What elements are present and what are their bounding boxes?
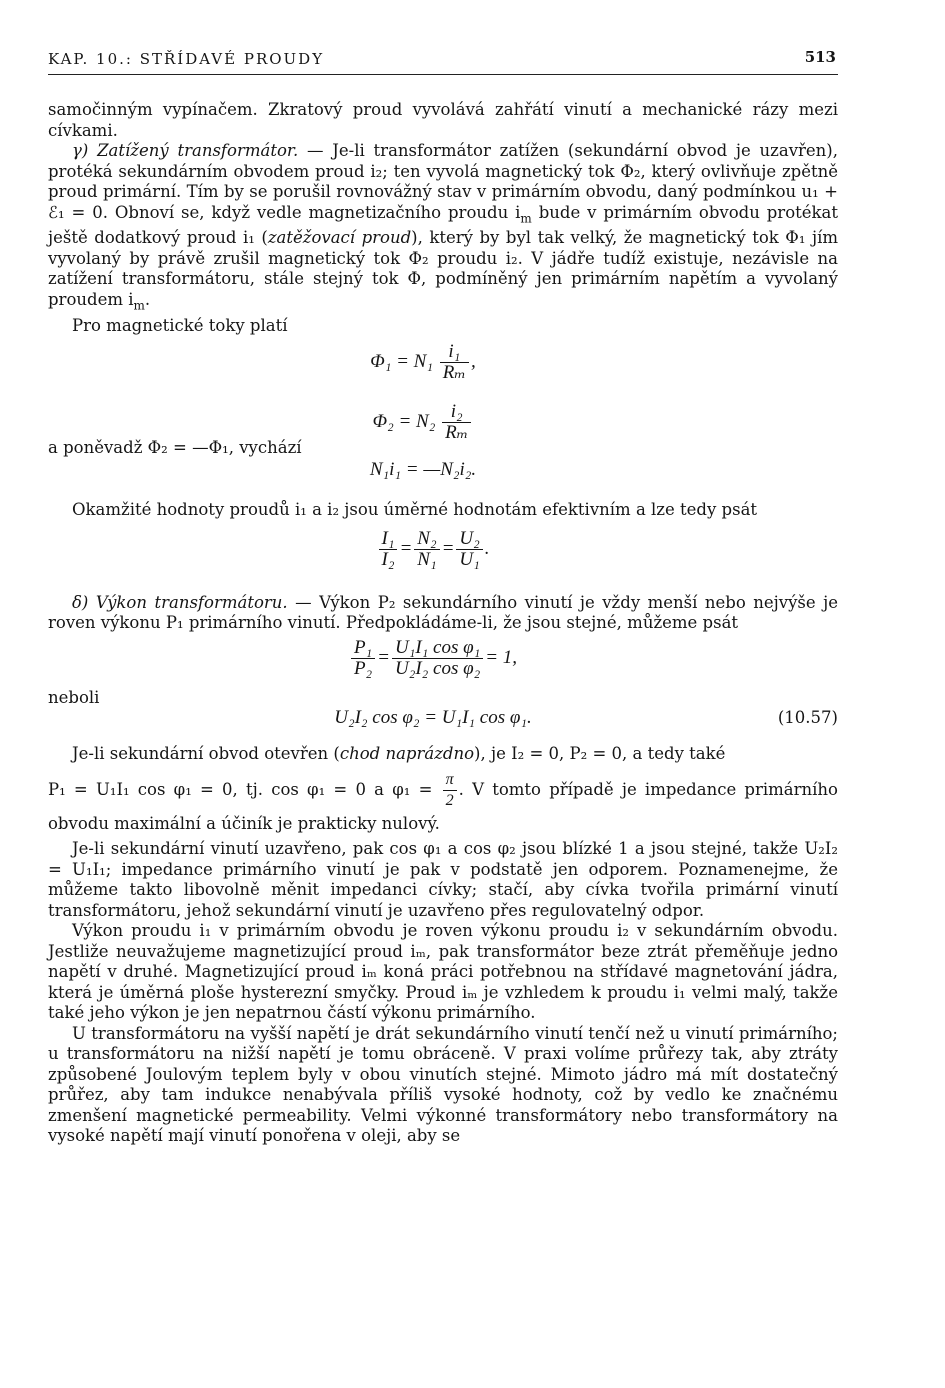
numerator: i₂ (450, 401, 463, 423)
paragraph-lead-text: neboli (48, 687, 100, 707)
equation-lhs: Φ₁ = N₁ (370, 350, 433, 372)
numerator: U₂ (459, 527, 480, 549)
paragraph-lead-text: a poněvadž Φ₂ = —Φ₁, vychází (48, 438, 302, 458)
paragraph-text: bude v primárním obvodu protékat ještě dodatkový proud i₁ ( (48, 202, 838, 248)
fraction (440, 342, 469, 383)
subscript: m (133, 298, 145, 313)
denominator: N₁ (414, 549, 439, 570)
paragraph-intro: samočinným vypínačem. Zkratový proud vyvolává zahřátí vinutí a mechanické rázy mezi cívkami. (48, 100, 838, 140)
equation-ni-row (48, 438, 838, 490)
running-header (48, 48, 838, 75)
denominator: U₁ (456, 549, 482, 570)
equals-sign: = (441, 537, 455, 559)
section-label-delta: δ) Výkon transformátoru. (72, 592, 288, 612)
paragraph-text: Je-li sekundární obvod otevřen ( (72, 743, 340, 763)
fraction-ui (392, 638, 483, 679)
fraction-u (456, 529, 482, 570)
fraction-pi-half (443, 770, 457, 811)
equation-power-ratio (48, 638, 838, 694)
equation-ni: N₁i₁ = —N₂i₂. (369, 459, 477, 481)
paragraph-text: . V tomto případě je impedance primárního obvodu maximální a účiník je prakticky nulový. (48, 780, 838, 834)
denominator: 2 (443, 790, 457, 811)
denominator: I₂ (379, 549, 398, 570)
numerator: i₁ (448, 341, 461, 363)
page-number: 513 (804, 48, 836, 66)
equation-tail: = 1, (485, 646, 518, 668)
numerator: U₁I₁ cos φ₁ (395, 636, 481, 658)
equation-lhs: Φ₂ = N₂ (372, 410, 436, 432)
equals-sign: = (399, 537, 413, 559)
paragraph-open-circuit-cont (48, 770, 838, 837)
fraction (442, 402, 471, 443)
paragraph-power-balance: Výkon proudu i₁ v primárním obvodu je roven výkonu proudu i₂ v sekundárním obvodu. Jestliže neuvažujeme magnetizující proud iₘ, pak transformátor beze ztrát přeměňuje jedno napětí v druhé. Magnetizující proud iₘ koná práci potřebnou na střídavé magnetování jádra, která je úměrná ploše hysterezní smyčky. Proud iₘ je vzhledem k proudu i₁ velmi malý, takže také jeho výkon je jen nepatrnou částí výkonu primárního. (48, 921, 838, 1023)
denominator: Rₘ (442, 422, 471, 443)
paragraph-text: ), je I₂ = 0, P₂ = 0, a tedy také (474, 743, 726, 763)
equation-ratio (48, 529, 838, 585)
numerator: I₁ (381, 527, 395, 549)
running-title: KAP. 10.: STŘÍDAVÉ PROUDY (48, 50, 325, 68)
fraction-p (351, 638, 375, 679)
paragraph-text: P₁ = U₁I₁ cos φ₁ = 0, tj. cos φ₁ = 0 a φ₁ = (48, 780, 433, 800)
page-body (48, 100, 838, 1147)
paragraph-loaded-transformer (48, 141, 838, 316)
equation-number: (10.57) (777, 707, 838, 727)
equation-punct: , (470, 350, 476, 372)
numerator: P₁ (353, 636, 373, 658)
paragraph-text: — Je-li transformátor zatížen (sekundární obvod je uzavřen), protéká sekundárním obvodem proud i₂; ten vyvolá magnetický tok Φ₂, který ovlivňuje zpětně proud primární. Tím by se porušil rovnovážný stav v primárním obvodu, daný podmínkou u₁ + ℰ₁ = 0. Obnoví se, když vedle magnetizačního proudu i (48, 141, 838, 222)
paragraph-text: — Výkon P₂ sekundárního vinutí je vždy menší nebo nejvýše je roven výkonu P₁ primárního vinutí. Předpokládáme-li, že jsou stejné, můžeme psát (48, 592, 838, 633)
paragraph-text: . (144, 289, 151, 309)
paragraph-closed-secondary: Je-li sekundární vinutí uzavřeno, pak cos φ₁ a cos φ₂ jsou blízké 1 a jsou stejné, takže U₂I₂ = U₁I₁; impedance primárního vinutí je pak v podstatě jen odporem. Poznamenejme, že můžeme takto libovolně měnit impedanci cívky; stačí, aby cívka tvořila primární vinutí transformátoru, jehož sekundární vinutí je uzavřeno přes regulovatelný odpor. (48, 839, 838, 920)
denominator: Rₘ (440, 362, 469, 383)
denominator: P₂ (351, 658, 375, 679)
paragraph-wire-gauge: U transformátoru na vyšší napětí je drát sekundárního vinutí tenčí než u vinutí primárního; u transformátoru na nižší napětí je tomu obráceně. V praxi volíme průřezy tak, aby ztráty způsobené Joulovým teplem byly v obou vinutích stejné. Mimoto jádro má mít dostatečný průřez, aby tam indukce nenabývala příliš vysoké hodnoty, což by vedlo ke značnému zmenšení magnetické permeability. Velmi výkonné transformátory nebo transformátory na vysoké napětí mají vinutí ponořena v oleji, aby se (48, 1023, 838, 1146)
subscript: m (520, 210, 532, 225)
term-no-load: chod naprázdno (339, 743, 475, 763)
paragraph-transformer-power (48, 593, 838, 634)
denominator: U₂I₂ cos φ₂ (392, 658, 483, 679)
paragraph-instant-values: Okamžité hodnoty proudů i₁ a i₂ jsou úměrné hodnotám efektivním a lze tedy psát (72, 500, 758, 520)
term-load-current: zatěžovací proud (267, 228, 412, 248)
equation-power: U₂I₂ cos φ₂ = U₁I₁ cos φ₁. (334, 706, 532, 728)
equation-power-row (48, 687, 838, 738)
equation-punct: . (484, 537, 490, 559)
numerator: N₂ (417, 527, 437, 549)
paragraph-text: ), který by byl tak velký, že magnetický tok Φ₁ jím vyvolaný by právě zrušil magnetický tok Φ₂ proudu i₂. V jádře tudíž existuje, nezávisle na zatížení transformátoru, stále stejný tok Φ, podmíněný jen primárním napětím a vyvolaný proudem i (48, 228, 838, 309)
section-label-gamma: γ) Zatížený transformátor. (72, 141, 299, 160)
fraction-i (379, 529, 398, 570)
equation-phi1 (48, 342, 838, 394)
numerator: π (445, 771, 454, 789)
equals-sign: = (377, 646, 390, 668)
fraction-n (414, 529, 439, 570)
paragraph-magnetic-fluxes: Pro magnetické toky platí (72, 315, 288, 335)
paragraph-open-circuit (48, 744, 838, 765)
